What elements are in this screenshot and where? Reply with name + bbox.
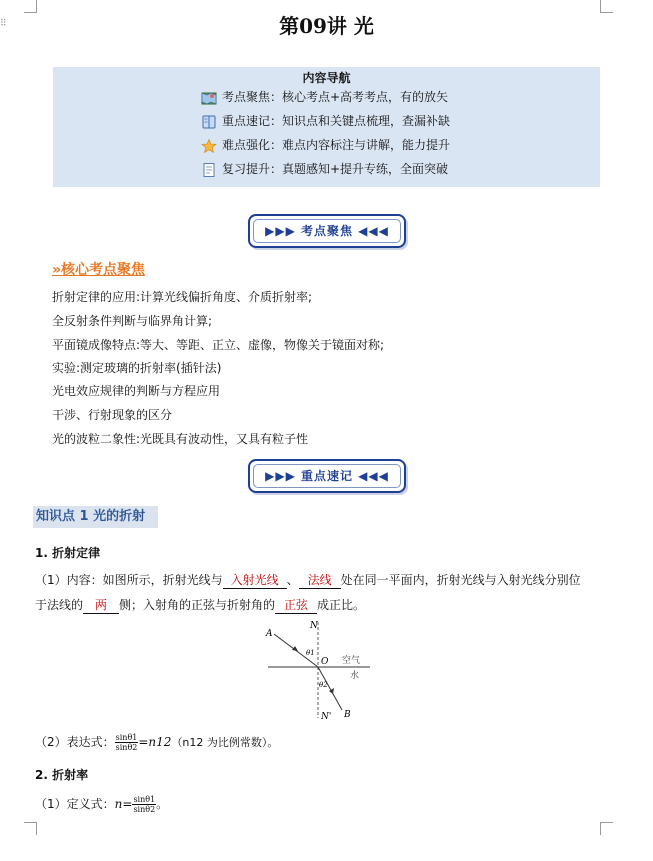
nav-item-difficulty bbox=[201, 136, 450, 154]
fill-blank: 入射光线 bbox=[223, 571, 287, 589]
formula-text: =n12 bbox=[138, 735, 172, 749]
sine-ratio-fraction bbox=[115, 733, 139, 752]
book-icon bbox=[201, 115, 217, 129]
star-icon bbox=[201, 139, 217, 153]
label-theta1: θ1 bbox=[306, 649, 315, 657]
list-item: 光电效应规律的判断与方程应用 bbox=[52, 384, 221, 398]
fill-blank: 正弦 bbox=[275, 596, 317, 614]
core-heading-text: 核心考点聚焦 bbox=[61, 262, 146, 278]
banner-exam-focus-label: ▶▶▶ 考点聚焦 ◀◀◀ bbox=[253, 219, 401, 243]
law-paragraph-line-1 bbox=[35, 571, 581, 589]
text-run: 成正比。 bbox=[317, 598, 366, 612]
banner-key-notes-label: ▶▶▶ 重点速记 ◀◀◀ bbox=[253, 464, 401, 488]
label-water: 水 bbox=[350, 671, 360, 681]
text-run: （2）表达式： bbox=[35, 735, 115, 749]
text-run: （1）定义式： bbox=[35, 797, 115, 811]
page-title: 第09讲 光 bbox=[279, 14, 374, 38]
formula-text: n= bbox=[114, 797, 133, 811]
drag-handle-icon[interactable]: ⠿ bbox=[0, 19, 8, 29]
list-item: 全反射条件判断与临界角计算; bbox=[52, 314, 213, 328]
text-run: 侧；入射角的正弦与折射角的 bbox=[119, 598, 276, 612]
refraction-diagram bbox=[258, 618, 378, 726]
nav-item-focus bbox=[201, 88, 448, 106]
label-theta2: θ2 bbox=[319, 681, 328, 689]
label-N-prime: N' bbox=[321, 712, 332, 722]
fraction-numerator: sinθ1 bbox=[115, 733, 138, 742]
nav-item-text: 难点强化：难点内容标注与讲解，能力提升 bbox=[222, 138, 451, 152]
list-item: 平面镜成像特点:等大、等距、正立、虚像，物像关于镜面对称; bbox=[52, 338, 385, 352]
law-paragraph-line-2 bbox=[35, 596, 365, 614]
text-run: 处在同一平面内，折射光线与入射光线分别位 bbox=[340, 573, 581, 587]
fraction-denominator: sinθ2 bbox=[115, 743, 138, 752]
list-item: 折射定律的应用:计算光线偏折角度、介质折射率; bbox=[52, 290, 313, 304]
nav-item-text: 复习提升：真题感知+提升专练，全面突破 bbox=[222, 162, 449, 176]
content-navigation-box bbox=[53, 67, 600, 187]
fraction-denominator: sinθ2 bbox=[133, 805, 156, 814]
list-item: 干涉、行射现象的区分 bbox=[52, 408, 173, 422]
map-icon bbox=[201, 91, 217, 105]
document-icon bbox=[201, 163, 217, 177]
nav-item-review bbox=[201, 160, 448, 178]
crop-mark-bottom-left bbox=[24, 822, 37, 835]
label-N: N bbox=[310, 621, 318, 631]
definition-line bbox=[35, 795, 168, 814]
text-run: （1）内容：如图所示，折射光线与 bbox=[35, 573, 223, 587]
fill-blank: 两 bbox=[83, 596, 119, 614]
section-heading-refraction-law: 1. 折射定律 bbox=[35, 546, 101, 560]
list-item: 实验:测定玻璃的折射率(插针法) bbox=[52, 361, 222, 375]
label-B: B bbox=[344, 710, 351, 720]
text-run: 于法线的 bbox=[35, 598, 84, 612]
section-heading-refractive-index: 2. 折射率 bbox=[35, 768, 89, 782]
banner-key-notes bbox=[248, 459, 406, 493]
nav-item-text: 考点聚焦：核心考点+高考考点，有的放矢 bbox=[222, 90, 449, 104]
expression-line bbox=[35, 733, 278, 752]
nav-item-notes bbox=[201, 112, 450, 130]
sine-ratio-fraction bbox=[132, 795, 156, 814]
core-points-heading bbox=[52, 259, 145, 279]
double-chevron-icon: » bbox=[52, 262, 62, 278]
text-run: （n12 为比例常数）。 bbox=[171, 736, 279, 749]
nav-item-text: 重点速记：知识点和关键点梳理，查漏补缺 bbox=[222, 114, 451, 128]
text-run: 、 bbox=[286, 573, 299, 587]
nav-title: 内容导航 bbox=[302, 71, 351, 85]
text-run: 。 bbox=[156, 797, 169, 811]
list-item: 光的波粒二象性:光既具有波动性，又具有粒子性 bbox=[52, 432, 309, 446]
fill-blank: 法线 bbox=[299, 571, 341, 589]
banner-exam-focus bbox=[248, 214, 406, 248]
crop-mark-bottom-right bbox=[600, 822, 613, 835]
fraction-numerator: sinθ1 bbox=[133, 795, 156, 804]
knowledge-point-heading: 知识点 1 光的折射 bbox=[33, 506, 158, 528]
label-A: A bbox=[266, 629, 273, 639]
label-air: 空气 bbox=[342, 656, 361, 666]
label-O: O bbox=[321, 657, 329, 667]
